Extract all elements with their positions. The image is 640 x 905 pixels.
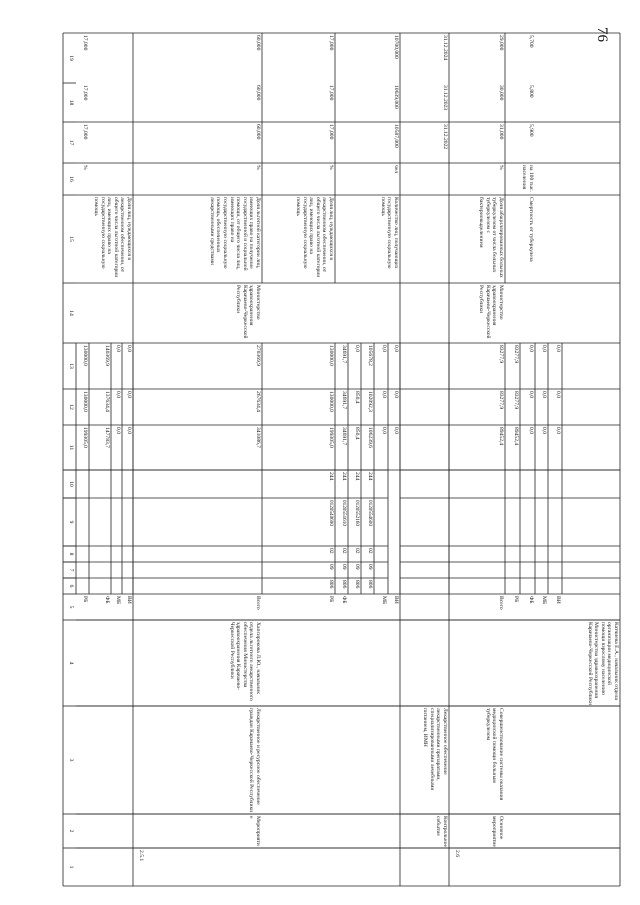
table-cell-text: 270369,9	[255, 345, 261, 366]
table-cell	[262, 594, 335, 620]
table-cell-text: 105678,2	[367, 345, 373, 366]
table-cell-text: %	[328, 165, 334, 170]
table-cell-text: 244	[341, 472, 347, 481]
table-cell	[348, 343, 361, 389]
table-cell-text: 09	[354, 564, 360, 570]
table-cell	[449, 594, 505, 620]
table-cell-text: РБ	[82, 596, 88, 603]
column-number	[63, 848, 76, 886]
table-cell	[122, 389, 133, 425]
table-cell	[133, 425, 262, 470]
table-cell	[361, 546, 374, 562]
column-number	[63, 706, 76, 814]
column-number-text: 14	[68, 310, 74, 316]
table-cell	[262, 83, 335, 122]
table-cell-text: 02	[367, 548, 373, 554]
table-cell-text: Катчиева Е.А., начальник отдела организации медицинской помощи взрослому населению Министерства здравоохранения Карачаево-Черкесской Республики	[586, 622, 619, 706]
table-cell-text: 5,800	[528, 85, 534, 98]
table-cell	[262, 470, 335, 498]
table-cell-text: ФБ	[104, 596, 110, 604]
table-cell-text: 09	[341, 564, 347, 570]
table-cell	[505, 33, 535, 83]
table-cell-text: 0,0	[126, 391, 132, 398]
table-cell	[76, 195, 133, 283]
table-cell-text: 0,0	[381, 345, 387, 352]
table-cell	[76, 389, 89, 425]
table-cell	[361, 498, 374, 546]
table-cell	[89, 425, 111, 470]
table-cell-text: 0,0	[555, 345, 561, 352]
table-cell	[520, 594, 535, 620]
table-cell	[520, 389, 535, 425]
table-cell-text: Доля льготной категории лиц, имеющих право на получение государственной и социальной помощи, от общего числа лиц, имеющих право на государственную социальную помощь, обеспеченных лекарственными средствами	[208, 197, 261, 271]
table-cell-text: 31.12.2023	[442, 85, 448, 111]
table-cell-text: 140369,9	[104, 345, 110, 366]
table-cell	[262, 163, 335, 195]
table-cell-text: 34691,7	[341, 391, 347, 410]
table-cell-text: 850,4	[354, 427, 360, 440]
table-cell	[400, 33, 449, 83]
table-cell-text: 34691,7	[341, 427, 347, 446]
table-cell	[449, 195, 505, 283]
table-cell-text: 267634,4	[255, 391, 261, 412]
table-cell	[449, 343, 505, 389]
table-cell-text: 29,000	[498, 35, 504, 51]
table-cell-text: 806	[328, 580, 334, 589]
table-cell-text: Смертность от туберкулеза	[528, 197, 534, 262]
table-cell	[122, 594, 133, 620]
table-cell	[262, 389, 335, 425]
table-cell	[335, 498, 348, 546]
table-cell	[374, 389, 388, 425]
table-cell-text: 0,0	[555, 427, 561, 434]
table-cell-text: 130000,0	[328, 345, 334, 366]
table-cell-text: Контрольное событие	[435, 816, 448, 847]
column-number	[63, 389, 76, 425]
table-cell	[122, 425, 133, 470]
table-cell-text: ФБ	[341, 596, 347, 604]
table-cell-text: 83277,9	[498, 345, 504, 364]
table-cell	[449, 163, 505, 195]
table-cell	[335, 163, 400, 195]
table-cell-text: 341086,7	[255, 427, 261, 448]
table-cell	[505, 425, 520, 470]
table-cell	[262, 425, 335, 470]
table-cell	[361, 578, 374, 594]
column-number-text: 11	[68, 444, 74, 451]
table-cell	[76, 83, 89, 122]
table-cell	[505, 122, 535, 163]
table-cell-text: 0,0	[115, 391, 121, 398]
table-cell	[548, 343, 562, 389]
table-cell	[361, 562, 374, 578]
table-cell	[335, 562, 348, 578]
table-cell	[122, 343, 133, 389]
table-cell	[111, 594, 122, 620]
table-cell	[400, 814, 449, 848]
table-cell-text: 199305,0	[82, 427, 88, 448]
column-number	[63, 425, 76, 470]
table-cell	[361, 389, 374, 425]
table-cell-text: РБ	[328, 596, 334, 603]
column-number-text: 13	[68, 363, 74, 369]
table-cell-text: 0,0	[354, 345, 360, 352]
table-cell-text: Доля абациллированных больных туберкулезом от числа больных туберкулезом с бактериовыделением	[478, 197, 504, 278]
table-cell	[400, 122, 449, 163]
table-cell	[335, 343, 348, 389]
table-cell-text: 130000,0	[82, 391, 88, 412]
table-cell-text: 0120551610	[341, 500, 347, 526]
table-cell	[535, 389, 548, 425]
table-cell-text: 102092,3	[367, 391, 373, 412]
column-number-text: 17	[68, 139, 74, 146]
column-number	[63, 562, 76, 578]
table-cell-text: 89452,4	[513, 427, 519, 446]
column-number	[63, 163, 76, 195]
table-cell	[133, 163, 262, 195]
table-cell-text: 0,0	[381, 391, 387, 398]
table-cell-text: МБ	[381, 596, 387, 605]
table-cell-text: 0,0	[126, 345, 132, 352]
table-cell	[505, 594, 520, 620]
table-cell-text: 850,4	[354, 391, 360, 404]
table-cell-text: 5,900	[528, 124, 534, 137]
table-cell-text: ВИ	[393, 596, 399, 604]
table-cell	[505, 195, 535, 283]
table-cell	[133, 195, 262, 283]
table-cell	[535, 343, 548, 389]
table-cell-text: 5,700	[528, 35, 534, 48]
table-cell-text: ФБ	[528, 596, 534, 604]
table-cell	[400, 83, 449, 122]
table-cell	[449, 33, 505, 83]
table-cell	[449, 814, 505, 848]
table-cell	[388, 389, 400, 425]
column-number	[63, 620, 76, 706]
column-number-text: 9	[68, 520, 74, 524]
table-cell-text: 806	[354, 580, 360, 589]
table-cell-text: 0120552160	[354, 500, 360, 526]
table-cell	[335, 122, 400, 163]
table-cell-text: 199305,0	[328, 427, 334, 448]
table-cell	[89, 389, 111, 425]
column-number-text: 18	[68, 99, 74, 106]
column-number	[63, 122, 76, 163]
table-cell-text: 0,0	[541, 345, 547, 352]
table-cell-text: Министерство здравоохранения Карачаево-Черкесской Республики	[235, 285, 261, 339]
table-cell	[335, 594, 348, 620]
table-cell-text: 244	[328, 472, 334, 481]
table-cell-text: 09	[367, 564, 373, 570]
table-cell-text: 0,0	[393, 427, 399, 434]
table-cell	[348, 578, 361, 594]
column-number	[63, 195, 76, 283]
table-cell-text: 83277,9	[498, 391, 504, 410]
table-cell-text: на 100 тыс. населения	[521, 165, 534, 192]
table-cell-text: 02	[354, 548, 360, 554]
column-number-text: 3	[68, 758, 74, 762]
table-cell-text: 130000,0	[82, 345, 88, 366]
table-cell	[449, 283, 505, 343]
column-number-text: 2	[68, 829, 74, 833]
table-cell	[449, 425, 505, 470]
table-cell-text: 2.6	[454, 850, 460, 857]
table-cell-text: 60,000	[255, 35, 261, 51]
table-cell-text: РБ	[513, 596, 519, 603]
table-cell-text: Министерство здравоохранения Карачаево-Черкесской Республики	[478, 285, 504, 339]
table-cell-text: 60,000	[255, 85, 261, 101]
column-number	[63, 470, 76, 498]
column-number	[63, 814, 76, 848]
table-cell-text: Мероприятие	[248, 816, 261, 846]
table-cell-text: 31.12.2024	[442, 35, 448, 61]
table-cell-text: ВИ	[126, 596, 132, 604]
table-cell	[449, 83, 505, 122]
table-cell-text: 0,0	[393, 391, 399, 398]
page-number: 76	[593, 26, 610, 42]
table-cell-text: 0,0	[528, 427, 534, 434]
table-cell-text: 2.5.1	[138, 850, 144, 862]
column-number-text: 4	[68, 661, 74, 665]
table-cell	[133, 122, 262, 163]
table-cell-text: ВИ	[555, 596, 561, 604]
table-cell	[335, 470, 348, 498]
table-cell-text: 17,000	[328, 35, 334, 51]
table-cell	[548, 594, 562, 620]
table-cell	[262, 195, 335, 283]
table-cell-text: 17,000	[82, 124, 88, 140]
table-cell	[388, 343, 400, 389]
table-cell	[548, 389, 562, 425]
table-cell-text: 60,000	[255, 124, 261, 140]
table-cell-text: 0,0	[115, 345, 121, 352]
table-cell-text: Доля лиц, нуждающихся в лекарственном обеспечении, от общего числа льготной категории лиц, имеющих право на государственную социальную помощь	[295, 197, 334, 278]
table-cell	[505, 163, 535, 195]
table-cell-text: 130000,0	[328, 391, 334, 412]
table-cell-text: 0,0	[541, 391, 547, 398]
table-cell-text: 10587,000	[393, 124, 399, 148]
table-cell	[133, 620, 262, 706]
column-number	[63, 33, 76, 83]
table-cell	[449, 620, 620, 706]
table-cell-text: 17,000	[82, 85, 88, 101]
table-cell	[520, 343, 535, 389]
column-number	[63, 283, 76, 343]
table-cell-text: Всего	[255, 596, 261, 610]
table-cell	[262, 562, 335, 578]
table-cell	[335, 195, 400, 283]
table-cell	[520, 425, 535, 470]
table-cell	[374, 343, 388, 389]
table-cell-text: Основное мероприятие	[491, 816, 504, 847]
table-cell	[400, 706, 449, 814]
column-number-text: 5	[68, 605, 74, 609]
table-cell-text: 83277,9	[513, 391, 519, 410]
table-cell	[348, 470, 361, 498]
table-cell-text: Доля лиц, нуждающихся в лекарственном обеспечении, от общего числа льготной категории лиц, имеющих право на государственную социальную помощь	[93, 197, 132, 278]
table-cell	[361, 343, 374, 389]
table-cell	[111, 425, 122, 470]
table-cell-text: 806	[341, 580, 347, 589]
table-cell	[388, 425, 400, 470]
table-cell-text: 0,0	[381, 427, 387, 434]
table-cell-text: 17,000	[328, 124, 334, 140]
table-cell-text: чел	[393, 165, 399, 174]
table-cell	[133, 389, 262, 425]
table-cell	[76, 594, 89, 620]
table-cell-text: %	[82, 165, 88, 170]
table-cell	[449, 848, 461, 886]
column-number-text: 10	[68, 481, 74, 487]
table-cell-text: 147783,7	[104, 427, 110, 448]
table-cell	[76, 122, 89, 163]
table-cell	[505, 343, 520, 389]
table-cell	[449, 706, 505, 814]
table-cell-text: 09	[328, 564, 334, 570]
table-cell-text: 10639,000	[393, 85, 399, 109]
table-cell-text: Количество лиц, получающих государственную социальную помощь	[379, 197, 399, 269]
table-cell	[535, 425, 548, 470]
table-cell-text: 31,000	[498, 124, 504, 140]
column-number	[63, 498, 76, 546]
table-cell	[133, 706, 262, 814]
table-cell-text: 34691,7	[341, 345, 347, 364]
table-cell	[111, 343, 122, 389]
table-cell-text: 0120540690	[328, 500, 334, 526]
table-cell-text: 244	[354, 472, 360, 481]
table-cell-text: 02	[341, 548, 347, 554]
table-cell-text: 83277,9	[513, 345, 519, 364]
table-cell	[348, 498, 361, 546]
column-number-text: 15	[68, 236, 74, 242]
table-cell-text: 10700,000	[393, 35, 399, 59]
table-cell	[449, 389, 505, 425]
table-cell	[348, 546, 361, 562]
table-cell	[76, 163, 89, 195]
table-cell	[361, 425, 374, 470]
table-cell	[133, 343, 262, 389]
table-cell-text: Лекарственное и ресурсное обеспечение граждан Карачаево-Черкесской Республики	[248, 708, 261, 813]
table-cell-text: 02	[328, 548, 334, 554]
table-cell-text: 0,0	[393, 345, 399, 352]
table-cell-text: 106239,6	[367, 427, 373, 448]
table-cell	[505, 83, 535, 122]
table-cell-text: 0,0	[126, 427, 132, 434]
table-cell	[505, 389, 520, 425]
table-cell	[262, 122, 335, 163]
table-cell	[133, 83, 262, 122]
table-cell	[388, 594, 400, 620]
table-cell-text: 0,0	[528, 391, 534, 398]
table-cell	[449, 122, 505, 163]
table-cell	[374, 594, 388, 620]
table-cell	[548, 425, 562, 470]
table-cell	[262, 546, 335, 562]
table-cell	[76, 425, 89, 470]
column-number	[63, 83, 76, 122]
table-cell-text: Совершенствование системы оказания медицинской помощи больным туберкулезом	[484, 708, 504, 801]
table-cell	[335, 546, 348, 562]
table-cell	[262, 343, 335, 389]
column-number	[63, 343, 76, 389]
table-cell-text: 30,000	[498, 85, 504, 101]
table-cell-text: %	[255, 165, 261, 170]
column-number-text: 6	[68, 584, 74, 588]
column-number-text: 16	[68, 176, 74, 182]
column-number-text: 8	[68, 552, 74, 556]
table-cell	[262, 498, 335, 546]
table-cell	[133, 594, 262, 620]
table-cell-text: 0,0	[555, 391, 561, 398]
column-number	[63, 546, 76, 562]
column-number-text: 7	[68, 568, 74, 572]
table-cell	[535, 594, 548, 620]
column-number-text: 19	[68, 55, 74, 61]
table-cell-text: Хапсирокова Л.Ю., начальник отдела льготного лекарственного обеспечения Министерства здравоохранения Карачаево-Черкесской Республики	[228, 622, 261, 701]
table-cell	[111, 389, 122, 425]
table-cell	[262, 33, 335, 83]
table-cell-text: 31.12.2022	[442, 124, 448, 150]
table-cell	[374, 425, 388, 470]
table-cell	[89, 594, 111, 620]
column-number	[63, 594, 76, 620]
table-cell	[335, 389, 348, 425]
table-cell	[348, 562, 361, 578]
table-cell-text: 137634,4	[104, 391, 110, 412]
table-cell	[335, 425, 348, 470]
table-cell	[361, 470, 374, 498]
table-cell	[133, 283, 262, 343]
table-cell	[335, 33, 400, 83]
column-number	[63, 578, 76, 594]
table-cell-text: 244	[367, 472, 373, 481]
table-cell	[335, 83, 400, 122]
table-cell-text: %	[498, 165, 504, 170]
table-cell-text: МБ	[115, 596, 121, 605]
table-cell-text: Всего	[498, 596, 504, 610]
table-cell	[133, 33, 262, 83]
table-cell-text: 0,0	[541, 427, 547, 434]
table-cell-text: 17,000	[82, 35, 88, 51]
table-cell	[348, 389, 361, 425]
table-cell	[133, 814, 262, 848]
table-cell-text: 89452,4	[498, 427, 504, 446]
table-cell-text: 17,000	[328, 85, 334, 101]
table-cell	[76, 343, 89, 389]
column-number-text: 1	[68, 865, 74, 869]
table-cell	[262, 578, 335, 594]
table-cell	[89, 343, 111, 389]
table-cell-text: МБ	[541, 596, 547, 605]
table-cell-text: 0,0	[528, 345, 534, 352]
table-cell	[76, 33, 89, 83]
table-cell	[133, 848, 145, 886]
table-cell-text: 0120554600	[367, 500, 373, 526]
table-cell-text: 0,0	[115, 427, 121, 434]
table-cell-text: Лекарственное обеспечение лекарственными препаратами, специализированными лечебными питанием, ИМН	[422, 708, 448, 791]
column-number-text: 12	[68, 404, 74, 410]
table-cell	[335, 578, 348, 594]
table-cell	[348, 425, 361, 470]
table-cell-text: 806	[367, 580, 373, 589]
